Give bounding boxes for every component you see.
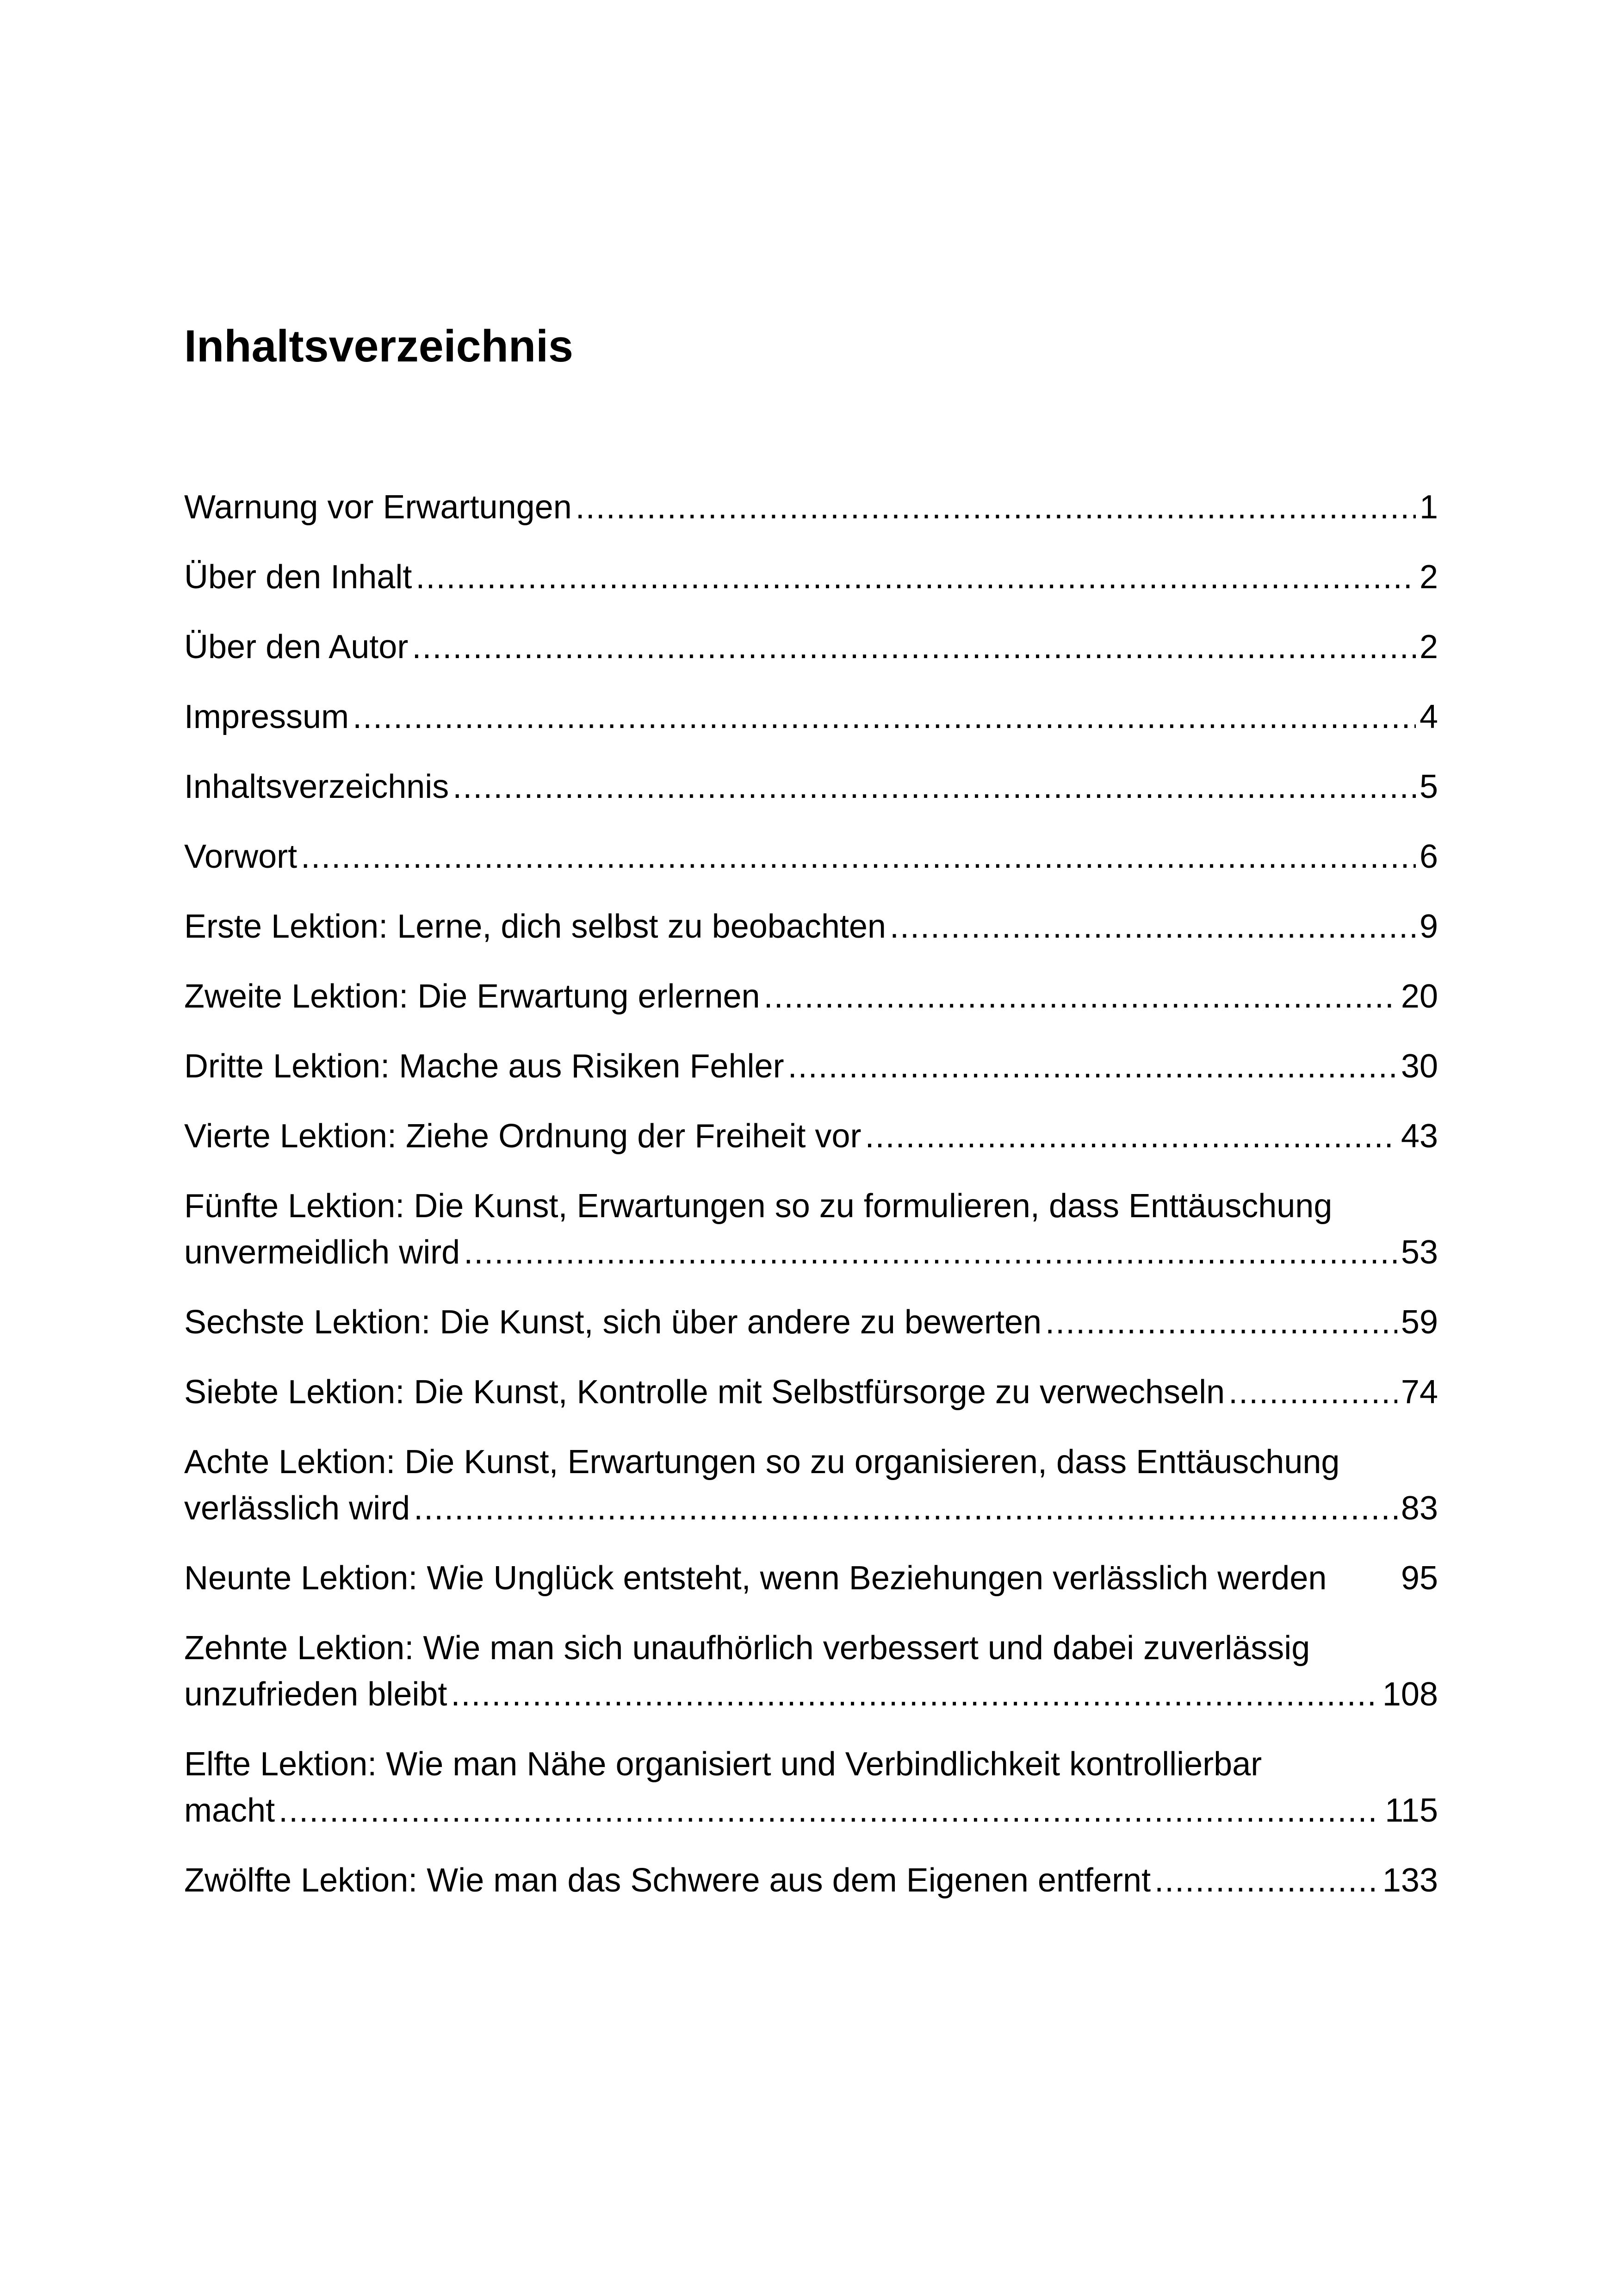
toc-entry-line [184,1043,1438,1089]
toc-dot-leader [415,554,1416,600]
toc-entry-line [184,1857,1438,1904]
toc-entry-title: Vierte Lektion: Ziehe Ordnung der Freiheit vor [184,1118,862,1155]
toc-entry [184,764,1438,810]
toc-entry-title: Inhaltsverzeichnis [184,768,449,805]
toc-entry-line [184,1671,1438,1717]
toc-page-number: 5 [1419,768,1438,805]
toc-entry-line [184,1229,1438,1276]
toc-entry-title: Über den Inhalt [184,559,412,596]
toc-entry-title: Impressum [184,698,349,735]
toc-entry-title: unvermeidlich wird [184,1234,460,1271]
toc-entry-title: Dritte Lektion: Mache aus Risiken Fehler [184,1048,784,1085]
toc-list [184,484,1438,1927]
toc-dot-leader [414,1485,1397,1531]
toc-entry-line [184,624,1438,670]
toc-page-number: 59 [1401,1304,1438,1341]
toc-page-number: 108 [1382,1676,1438,1713]
toc-entry [184,1625,1438,1717]
toc-entry [184,624,1438,670]
toc-entry [184,1857,1438,1904]
toc-entry-title: unzufrieden bleibt [184,1676,447,1713]
toc-dot-leader [353,694,1416,740]
toc-entry [184,903,1438,950]
toc-entry-line [184,834,1438,880]
toc-dot-leader [279,1787,1381,1834]
toc-entry [184,1741,1438,1834]
toc-entry-title: Neunte Lektion: Wie Unglück entsteht, wenn Beziehungen verlässlich werden [184,1560,1327,1597]
toc-entry-line [184,1787,1438,1834]
toc-entry [184,694,1438,740]
toc-page-number: 2 [1419,559,1438,596]
toc-dot-leader [576,484,1416,530]
toc-dot-leader [764,973,1397,1020]
toc-entry-line [184,554,1438,600]
toc-entry-line [184,903,1438,950]
toc-entry-title: Sechste Lektion: Die Kunst, sich über andere zu bewerten [184,1304,1042,1341]
toc-page-number: 20 [1401,978,1438,1015]
toc-entry-title: Vorwort [184,838,298,875]
toc-page-number: 95 [1401,1560,1438,1597]
toc-entry-line [184,694,1438,740]
toc-entry-title: Siebte Lektion: Die Kunst, Kontrolle mit Selbstfürsorge zu verwechseln [184,1374,1225,1411]
toc-entry [184,1555,1438,1601]
toc-dot-leader [1228,1369,1397,1415]
toc-page-number: 1 [1419,489,1438,526]
toc-dot-leader [451,1671,1378,1717]
toc-entry-line [184,1485,1438,1531]
toc-entry-title-line: Elfte Lektion: Wie man Nähe organisiert und Verbindlichkeit kontrollierbar [184,1746,1262,1783]
toc-entry-title: verlässlich wird [184,1490,410,1527]
toc-dot-leader [464,1229,1397,1276]
toc-dot-leader [301,834,1416,880]
toc-entry [184,1183,1438,1276]
toc-entry-line [184,1369,1438,1415]
toc-entry [184,1043,1438,1089]
toc-entry-line [184,484,1438,530]
toc-page-number: 30 [1401,1048,1438,1085]
toc-entry-line [184,973,1438,1020]
toc-page-number: 74 [1401,1374,1438,1411]
toc-dot-leader [1154,1857,1379,1904]
page-title: Inhaltsverzeichnis [184,321,573,371]
toc-page-number: 6 [1419,838,1438,875]
toc-entry [184,1369,1438,1415]
toc-entry-title: Zwölfte Lektion: Wie man das Schwere aus dem Eigenen entfernt [184,1862,1151,1899]
toc-entry-title: Über den Autor [184,628,409,666]
toc-entry-title: Warnung vor Erwartungen [184,489,572,526]
toc-entry-line [184,1299,1438,1345]
toc-entry-title: Zweite Lektion: Die Erwartung erlernen [184,978,760,1015]
toc-entry-line [184,1555,1438,1601]
toc-entry-title: macht [184,1792,275,1829]
toc-entry-title-line: Achte Lektion: Die Kunst, Erwartungen so zu organisieren, dass Enttäuschung [184,1444,1340,1481]
toc-entry [184,973,1438,1020]
toc-dot-leader [788,1043,1397,1089]
toc-entry [184,1299,1438,1345]
toc-dot-leader [890,903,1416,950]
toc-entry [184,554,1438,600]
toc-page-number: 4 [1419,698,1438,735]
toc-dot-leader [453,764,1416,810]
toc-entry-title-line: Fünfte Lektion: Die Kunst, Erwartungen so zu formulieren, dass Enttäuschung [184,1188,1333,1225]
toc-entry-line [184,1113,1438,1159]
toc-page-number: 9 [1419,908,1438,945]
toc-page-number: 2 [1419,628,1438,666]
toc-entry [184,1439,1438,1531]
toc-dot-leader [412,624,1416,670]
toc-page-number: 133 [1382,1862,1438,1899]
toc-entry-title-line: Zehnte Lektion: Wie man sich unaufhörlich verbessert und dabei zuverlässig [184,1630,1310,1667]
toc-dot-leader [865,1113,1397,1159]
toc-entry [184,834,1438,880]
toc-entry-title: Erste Lektion: Lerne, dich selbst zu beobachten [184,908,886,945]
toc-page-number: 115 [1385,1792,1438,1829]
toc-entry [184,1113,1438,1159]
toc-entry [184,484,1438,530]
toc-dot-leader [1045,1299,1397,1345]
toc-page-number: 83 [1401,1490,1438,1527]
toc-entry-line [184,764,1438,810]
toc-page-number: 53 [1401,1234,1438,1271]
toc-page-number: 43 [1401,1118,1438,1155]
